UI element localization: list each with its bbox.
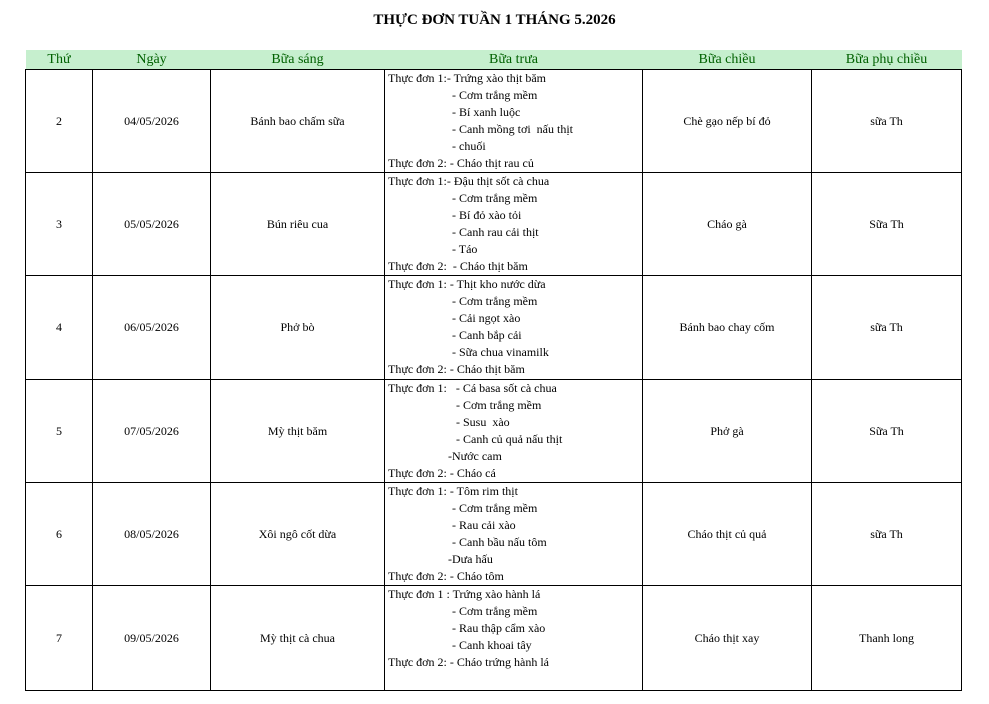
lunch-line: - chuối [452, 139, 486, 153]
header-ngay: Ngày [93, 50, 211, 70]
cell-bua-chieu: Phở gà [643, 380, 812, 483]
lunch-line: - Canh khoai tây [452, 638, 532, 652]
table-row [26, 380, 962, 483]
cell-bua-chieu: Cháo thịt củ quả [643, 483, 812, 586]
page-title: THỰC ĐƠN TUẦN 1 THÁNG 5.2026 [373, 12, 616, 28]
cell-bua-phu-chieu: sữa Th [812, 276, 962, 380]
lunch-line: Thực đơn 2: - Cháo trứng hành lá [388, 655, 549, 669]
lunch-line: - Canh bắp cải [452, 328, 522, 342]
header-bua-trua: Bữa trưa [385, 50, 643, 70]
lunch-line: Thực đơn 2: - Cháo tôm [388, 569, 504, 583]
cell-bua-sang: Mỳ thịt băm [211, 380, 385, 483]
lunch-line: - Cơm trắng mềm [452, 191, 538, 205]
cell-bua-phu-chieu: Thanh long [812, 586, 962, 691]
cell-bua-phu-chieu: sữa Th [812, 483, 962, 586]
lunch-line: - Susu xào [456, 415, 510, 429]
cell-bua-chieu: Bánh bao chay cốm [643, 276, 812, 380]
cell-thu: 3 [26, 173, 93, 276]
lunch-line: Thực đơn 1: - Cá basa sốt cà chua [388, 381, 557, 395]
cell-bua-sang: Bánh bao chấm sữa [211, 70, 385, 173]
cell-ngay: 08/05/2026 [93, 483, 211, 586]
cell-bua-sang: Xôi ngô cốt dừa [211, 483, 385, 586]
lunch-line: - Cơm trắng mềm [452, 88, 538, 102]
cell-bua-trua [385, 483, 643, 586]
cell-bua-phu-chieu: sữa Th [812, 70, 962, 173]
lunch-line: Thực đơn 2: - Cháo cá [388, 466, 496, 480]
table-row [26, 276, 962, 380]
lunch-line: - Rau thập cẩm xào [452, 621, 546, 635]
lunch-line: Thực đơn 2: - Cháo thịt rau củ [388, 156, 534, 170]
lunch-line: - Cơm trắng mềm [456, 398, 542, 412]
cell-thu: 6 [26, 483, 93, 586]
lunch-line: - Canh bầu nấu tôm [452, 535, 547, 549]
cell-thu: 5 [26, 380, 93, 483]
cell-bua-chieu: Cháo gà [643, 173, 812, 276]
table-row [26, 70, 962, 173]
lunch-line: Thực đơn 1: - Thịt kho nước dừa [388, 277, 546, 291]
lunch-line: - Canh củ quả nấu thịt [456, 432, 563, 446]
table-row [26, 173, 962, 276]
cell-ngay: 09/05/2026 [93, 586, 211, 691]
lunch-line: Thực đơn 2: - Cháo thịt băm [388, 362, 525, 376]
lunch-line: - Canh rau cải thịt [452, 225, 539, 239]
cell-ngay: 05/05/2026 [93, 173, 211, 276]
cell-bua-phu-chieu: Sữa Th [812, 173, 962, 276]
cell-bua-trua [385, 380, 643, 483]
lunch-line: - Canh mồng tơi nấu thịt [452, 122, 574, 136]
table-row [26, 586, 962, 691]
cell-bua-sang: Phở bò [211, 276, 385, 380]
lunch-line: Thực đơn 1:- Trứng xào thịt băm [388, 71, 547, 85]
header-row [26, 50, 962, 70]
cell-ngay: 06/05/2026 [93, 276, 211, 380]
lunch-line: - Sữa chua vinamilk [452, 345, 549, 359]
cell-bua-trua [385, 173, 643, 276]
cell-bua-phu-chieu: Sữa Th [812, 380, 962, 483]
cell-thu: 2 [26, 70, 93, 173]
header-thu: Thứ [26, 50, 93, 70]
header-bua-phu-chieu: Bữa phụ chiều [812, 50, 962, 70]
cell-thu: 7 [26, 586, 93, 691]
cell-bua-trua [385, 70, 643, 173]
lunch-line: -Nước cam [448, 449, 502, 463]
cell-bua-sang: Mỳ thịt cà chua [211, 586, 385, 691]
lunch-line: - Cơm trắng mềm [452, 604, 538, 618]
cell-bua-trua [385, 276, 643, 380]
lunch-line: - Bí đỏ xào tỏi [452, 208, 522, 222]
lunch-line: - Bí xanh luộc [452, 105, 521, 119]
menu-table [25, 50, 962, 691]
header-bua-chieu: Bữa chiều [643, 50, 812, 70]
cell-thu: 4 [26, 276, 93, 380]
header-bua-sang: Bữa sáng [211, 50, 385, 70]
lunch-line: -Dưa hấu [448, 552, 493, 566]
lunch-line: - Cải ngọt xào [452, 311, 521, 325]
lunch-line: - Cơm trắng mềm [452, 501, 538, 515]
lunch-line: - Rau cải xào [452, 518, 516, 532]
table-row [26, 483, 962, 586]
cell-bua-trua [385, 586, 643, 691]
lunch-line: Thực đơn 1: - Tôm rim thịt [388, 484, 518, 498]
lunch-line: Thực đơn 1:- Đậu thịt sốt cà chua [388, 174, 550, 188]
cell-ngay: 07/05/2026 [93, 380, 211, 483]
lunch-line: Thực đơn 1 : Trứng xào hành lá [388, 587, 541, 601]
cell-ngay: 04/05/2026 [93, 70, 211, 173]
lunch-line: Thực đơn 2: - Cháo thịt băm [388, 259, 528, 273]
cell-bua-chieu: Cháo thịt xay [643, 586, 812, 691]
lunch-line: - Cơm trắng mềm [452, 294, 538, 308]
cell-bua-chieu: Chè gạo nếp bí đỏ [643, 70, 812, 173]
cell-bua-sang: Bún riêu cua [211, 173, 385, 276]
lunch-line: - Táo [452, 242, 478, 256]
